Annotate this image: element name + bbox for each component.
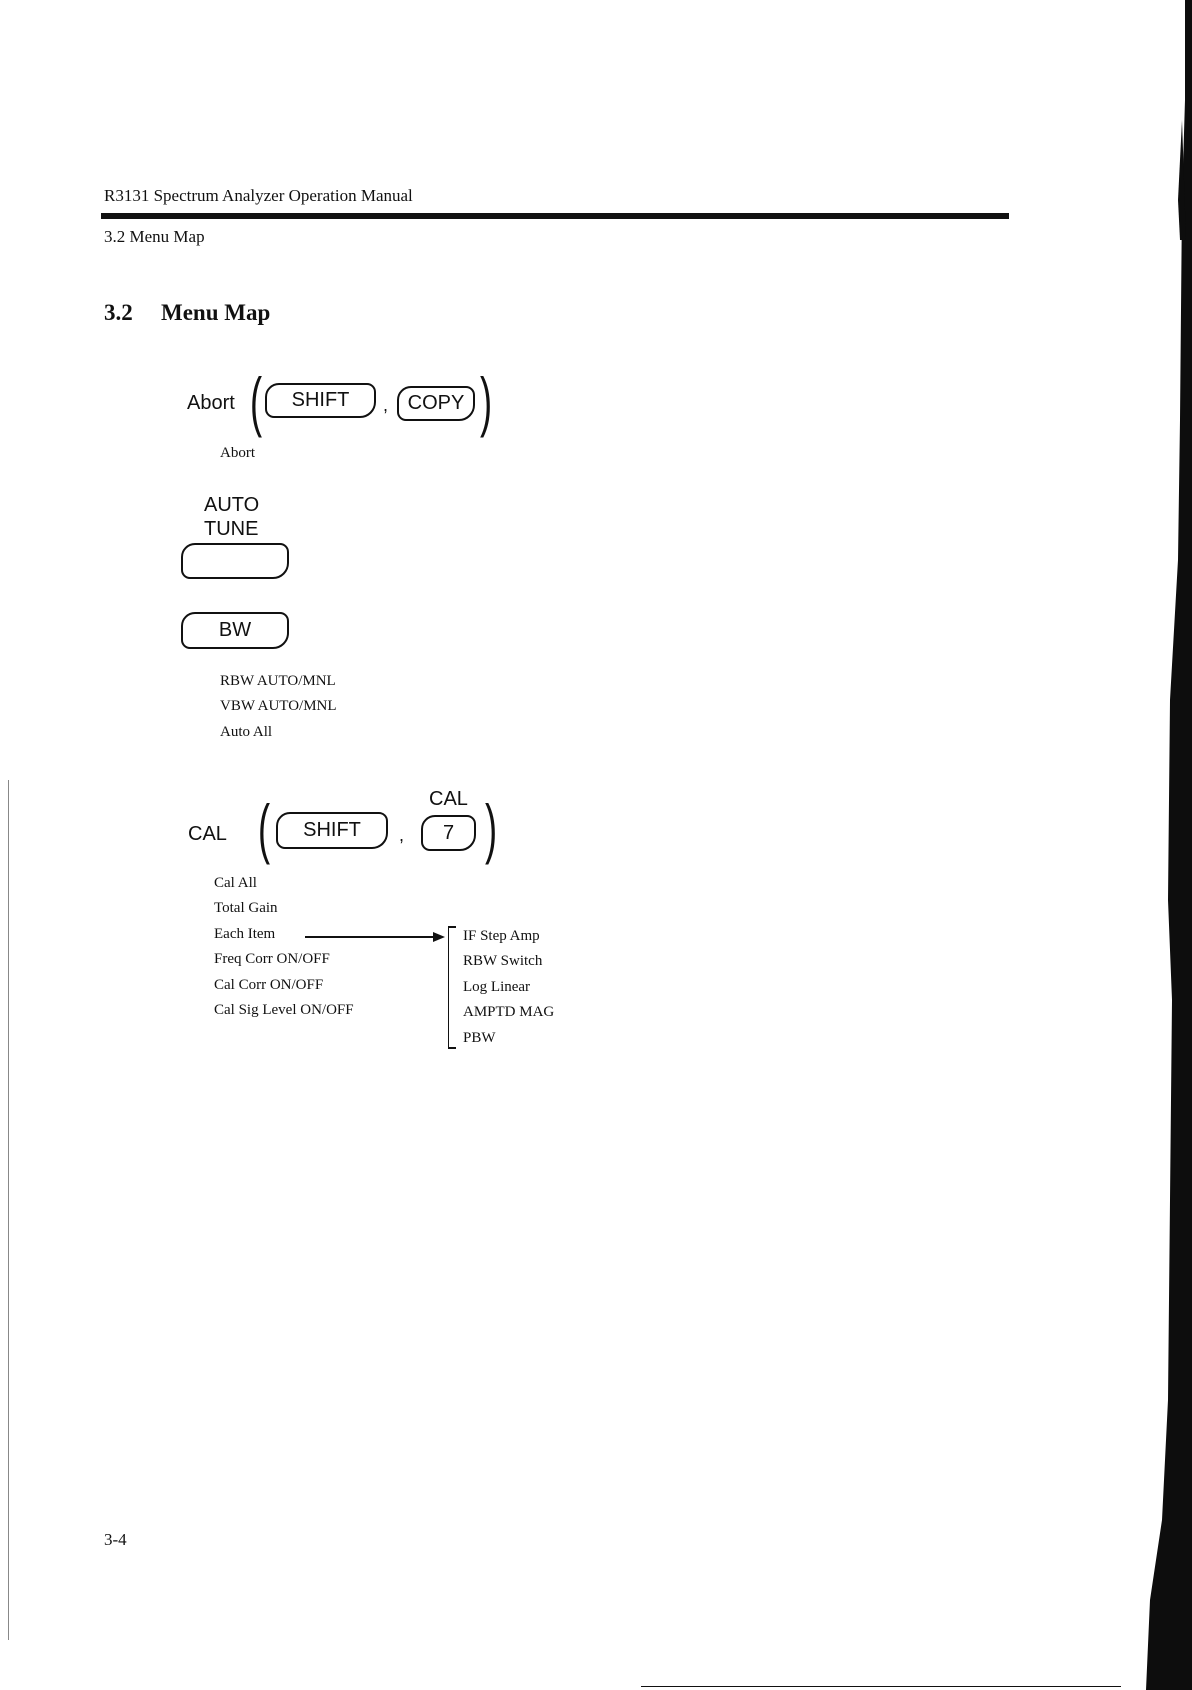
abort-label: Abort (187, 392, 235, 414)
bw-menu-item: VBW AUTO/MNL (220, 698, 337, 714)
submenu-bracket-bottom (448, 1047, 456, 1049)
section-title: Menu Map (161, 300, 271, 325)
key-separator: , (399, 825, 405, 845)
shift-key: SHIFT (265, 383, 376, 418)
open-paren: ( (258, 791, 271, 865)
cal-menu-item: Each Item (214, 926, 276, 942)
key-separator: , (383, 395, 389, 415)
submenu-item: RBW Switch (463, 953, 543, 969)
cal-menu-item: Cal All (214, 875, 257, 891)
open-paren: ( (250, 364, 263, 438)
submenu-item: PBW (463, 1030, 496, 1046)
copy-key: COPY (397, 386, 475, 421)
submenu-arrow-line (305, 936, 433, 938)
section-reference: 3.2 Menu Map (104, 227, 205, 246)
submenu-arrow-head (433, 932, 445, 942)
scan-edge-shadow (1110, 0, 1192, 1690)
seven-key: 7 (421, 815, 476, 851)
bw-key: BW (181, 612, 289, 649)
manual-title: R3131 Spectrum Analyzer Operation Manual (104, 186, 413, 205)
cal-menu-item: Total Gain (214, 900, 278, 916)
shift-key: SHIFT (276, 812, 388, 849)
bw-menu-item: RBW AUTO/MNL (220, 673, 336, 689)
auto-tune-key (181, 543, 289, 579)
submenu-bracket-top (448, 926, 456, 928)
header-rule (101, 213, 1009, 219)
close-paren: ) (480, 364, 493, 438)
abort-menu-item: Abort (220, 445, 255, 461)
close-paren: ) (485, 791, 498, 865)
cal-menu-item: Cal Corr ON/OFF (214, 977, 324, 993)
submenu-item: Log Linear (463, 979, 531, 995)
submenu-bracket (448, 926, 449, 1048)
submenu-item: IF Step Amp (463, 928, 540, 944)
page-number: 3-4 (104, 1530, 127, 1549)
submenu-item: AMPTD MAG (463, 1004, 555, 1020)
cal-menu-item: Cal Sig Level ON/OFF (214, 1002, 354, 1018)
cal-menu-item: Freq Corr ON/OFF (214, 951, 330, 967)
cal-label: CAL (188, 823, 227, 845)
auto-tune-label-line1: AUTO (204, 494, 260, 516)
bw-menu-item: Auto All (220, 724, 273, 740)
cal-key-caption: CAL (429, 788, 468, 810)
scan-bottom-line (641, 1686, 1121, 1687)
scan-left-line (8, 780, 9, 1640)
section-number: 3.2 (104, 300, 133, 325)
auto-tune-label-line2: TUNE (204, 518, 259, 540)
